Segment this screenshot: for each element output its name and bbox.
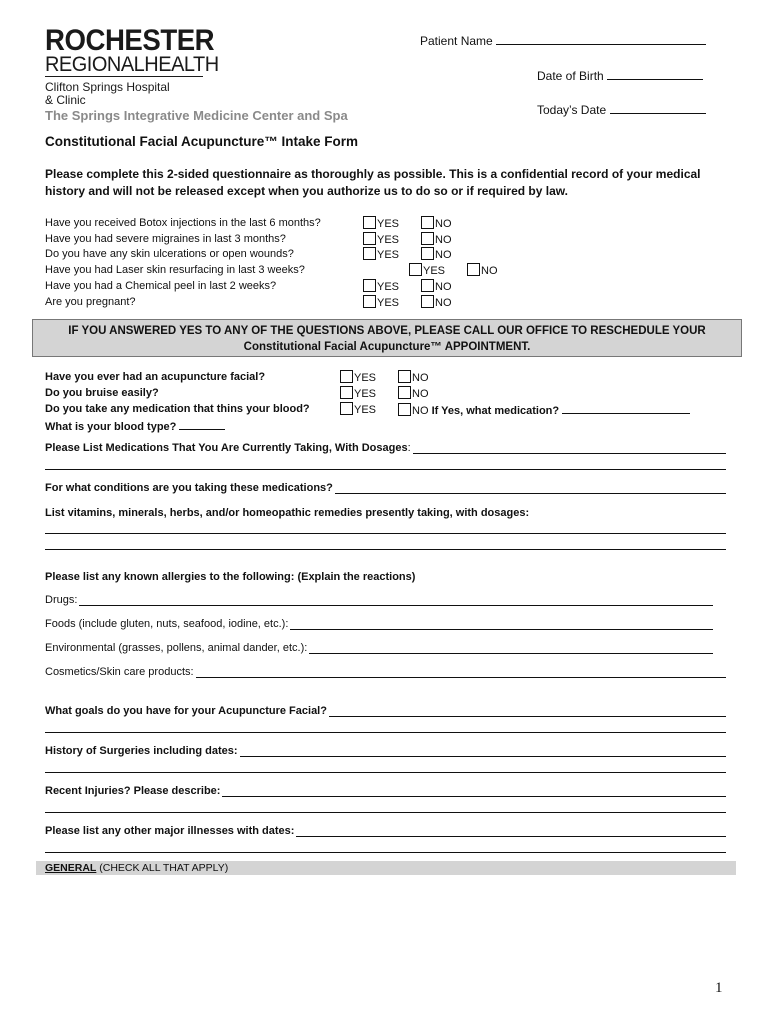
yes-label: YES — [377, 234, 400, 246]
no-option[interactable] — [467, 263, 498, 278]
vitamins-line-1[interactable] — [45, 533, 726, 534]
no-label: NO — [481, 265, 498, 277]
history-question: Do you bruise easily? — [45, 387, 159, 399]
patient-name-line[interactable] — [496, 33, 706, 45]
screening-question: Do you have any skin ulcerations or open wounds? — [45, 248, 294, 260]
yes-label: YES — [377, 297, 400, 309]
logo-divider — [45, 76, 203, 77]
screening-question: Have you had a Chemical peel in last 2 weeks? — [45, 280, 277, 292]
checkbox[interactable] — [340, 370, 353, 383]
yes-label: YES — [377, 218, 400, 230]
hospital-name-line2: & Clinic — [45, 93, 86, 107]
surgeries-line-2[interactable] — [45, 772, 726, 773]
checkbox[interactable] — [467, 263, 480, 276]
today-date-field — [537, 102, 706, 117]
no-label: NO — [435, 281, 452, 293]
goals-field — [45, 705, 726, 717]
patient-name-field — [420, 33, 706, 48]
conditions-line[interactable] — [335, 482, 726, 494]
yes-label: YES — [354, 404, 377, 416]
conditions-field — [45, 482, 726, 494]
illnesses-line[interactable] — [296, 825, 726, 837]
allergy-cosmetics-label: Cosmetics/Skin care products: — [45, 666, 194, 678]
reschedule-warning — [32, 319, 742, 357]
yes-option[interactable] — [340, 370, 376, 385]
allergy-foods-line[interactable] — [290, 618, 713, 630]
logo-regional: REGIONAL — [45, 53, 145, 76]
no-option[interactable] — [398, 402, 690, 418]
surgeries-label: History of Surgeries including dates: — [45, 745, 238, 757]
yes-label: YES — [423, 265, 446, 277]
yes-label: YES — [354, 372, 377, 384]
checkbox[interactable] — [398, 386, 411, 399]
checkbox[interactable] — [421, 295, 434, 308]
general-note: (CHECK ALL THAT APPLY) — [96, 862, 229, 874]
yes-option[interactable] — [363, 295, 399, 310]
allergy-cosmetics-line[interactable] — [196, 666, 726, 678]
conditions-label: For what conditions are you taking these medications? — [45, 482, 333, 494]
no-label: NO — [412, 388, 429, 400]
allergy-foods-field — [45, 618, 713, 630]
injuries-line-2[interactable] — [45, 812, 726, 813]
allergy-drugs-label: Drugs: — [45, 594, 78, 606]
no-label: NO — [412, 405, 429, 417]
checkbox[interactable] — [421, 216, 434, 229]
logo-health: HEALTH — [144, 53, 219, 76]
allergy-env-field — [45, 642, 713, 654]
intro-text: Please complete this 2-sided questionnaire as thoroughly as possible. This is a confidential record of your medical history and will not be released except when you authorize us to do so or if required by law. — [45, 167, 701, 198]
illnesses-line-2[interactable] — [45, 852, 726, 853]
yes-option[interactable] — [363, 216, 399, 231]
vitamins-label: List vitamins, minerals, herbs, and/or homeopathic remedies presently taking, with dosages: — [45, 507, 530, 519]
injuries-label: Recent Injuries? Please describe: — [45, 785, 221, 797]
medications-label: Please List Medications That You Are Currently Taking, With Dosages — [45, 442, 408, 454]
blood-type-field — [45, 418, 225, 434]
warning-line1: IF YOU ANSWERED YES TO ANY OF THE QUESTIONS ABOVE, PLEASE CALL OUR OFFICE TO RESCHEDULE YOUR — [68, 325, 706, 337]
patient-name-label: Patient Name — [420, 34, 493, 48]
screening-question: Are you pregnant? — [45, 296, 136, 308]
medications-field: Please List Medications That You Are Currently Taking, With Dosages : — [45, 442, 726, 454]
vitamins-line-2[interactable] — [45, 549, 726, 550]
checkbox[interactable] — [409, 263, 422, 276]
no-label: NO — [435, 297, 452, 309]
allergy-env-line[interactable] — [309, 642, 713, 654]
no-label: NO — [435, 249, 452, 261]
general-section-header — [36, 861, 736, 875]
blood-type-line[interactable] — [179, 418, 225, 430]
goals-line[interactable] — [329, 705, 726, 717]
goals-line-2[interactable] — [45, 732, 726, 733]
history-question: Have you ever had an acupuncture facial? — [45, 371, 266, 383]
screening-question: Have you had Laser skin resurfacing in last 3 weeks? — [45, 264, 305, 276]
yes-option[interactable] — [340, 386, 376, 401]
hospital-name-line1: Clifton Springs Hospital — [45, 80, 170, 94]
no-option[interactable] — [421, 216, 452, 231]
checkbox[interactable] — [421, 247, 434, 260]
logo-regional-health — [45, 54, 219, 76]
checkbox[interactable] — [421, 232, 434, 245]
checkbox[interactable] — [340, 386, 353, 399]
checkbox[interactable] — [398, 403, 411, 416]
no-option[interactable] — [421, 279, 452, 294]
general-label: GENERAL — [45, 862, 97, 874]
yes-option[interactable] — [340, 402, 376, 417]
checkbox[interactable] — [421, 279, 434, 292]
goals-label: What goals do you have for your Acupuncture Facial? — [45, 705, 327, 717]
no-option[interactable] — [398, 370, 429, 385]
yes-label: YES — [354, 388, 377, 400]
logo-rochester: ROCHESTER — [45, 24, 215, 57]
illnesses-field — [45, 825, 726, 837]
checkbox[interactable] — [363, 279, 376, 292]
illnesses-label: Please list any other major illnesses with dates: — [45, 825, 295, 837]
yes-option[interactable] — [363, 279, 399, 294]
center-name: The Springs Integrative Medicine Center and Spa — [45, 108, 348, 123]
screening-question: Have you had severe migraines in last 3 months? — [45, 233, 286, 245]
checkbox[interactable] — [340, 402, 353, 415]
allergy-drugs-field — [45, 594, 713, 606]
allergy-foods-label: Foods (include gluten, nuts, seafood, iodine, etc.): — [45, 618, 289, 630]
blood-type-label: What is your blood type? — [45, 421, 177, 433]
yes-label: YES — [377, 249, 400, 261]
checkbox[interactable] — [398, 370, 411, 383]
injuries-field — [45, 785, 726, 797]
no-option[interactable] — [421, 295, 452, 310]
dob-label: Date of Birth — [537, 69, 604, 83]
page-number: 1 — [715, 980, 723, 996]
warning-line2: Constitutional Facial Acupuncture™ APPOINTMENT. — [243, 341, 531, 353]
screening-question: Have you received Botox injections in the last 6 months? — [45, 217, 321, 229]
medications-line-2[interactable] — [45, 469, 726, 470]
surgeries-field — [45, 745, 726, 757]
checkbox[interactable] — [363, 295, 376, 308]
dob-field — [537, 68, 703, 83]
no-option[interactable] — [398, 386, 429, 401]
checkbox[interactable] — [363, 232, 376, 245]
checkbox[interactable] — [363, 216, 376, 229]
allergy-cosmetics-field — [45, 666, 726, 678]
no-label: NO — [435, 234, 452, 246]
medications-line[interactable] — [413, 442, 726, 454]
injuries-line[interactable] — [222, 785, 726, 797]
no-option[interactable] — [421, 232, 452, 247]
no-label: NO — [412, 372, 429, 384]
history-question: Do you take any medication that thins your blood? — [45, 403, 310, 415]
yes-option[interactable] — [409, 263, 445, 278]
medication-line[interactable] — [562, 402, 690, 414]
today-date-line[interactable] — [610, 102, 706, 114]
yes-option[interactable] — [363, 232, 399, 247]
allergy-drugs-line[interactable] — [79, 594, 713, 606]
if-yes-label: If Yes, what medication? — [431, 405, 560, 417]
surgeries-line[interactable] — [240, 745, 726, 757]
yes-label: YES — [377, 281, 400, 293]
dob-line[interactable] — [607, 68, 703, 80]
allergy-env-label: Environmental (grasses, pollens, animal dander, etc.): — [45, 642, 308, 654]
no-label: NO — [435, 218, 452, 230]
yes-option[interactable] — [363, 247, 399, 262]
form-title: Constitutional Facial Acupuncture™ Intake Form — [45, 134, 359, 149]
no-option[interactable] — [421, 247, 452, 262]
allergies-heading: Please list any known allergies to the following: (Explain the reactions) — [45, 571, 416, 583]
checkbox[interactable] — [363, 247, 376, 260]
today-date-label: Today’s Date — [537, 103, 607, 117]
